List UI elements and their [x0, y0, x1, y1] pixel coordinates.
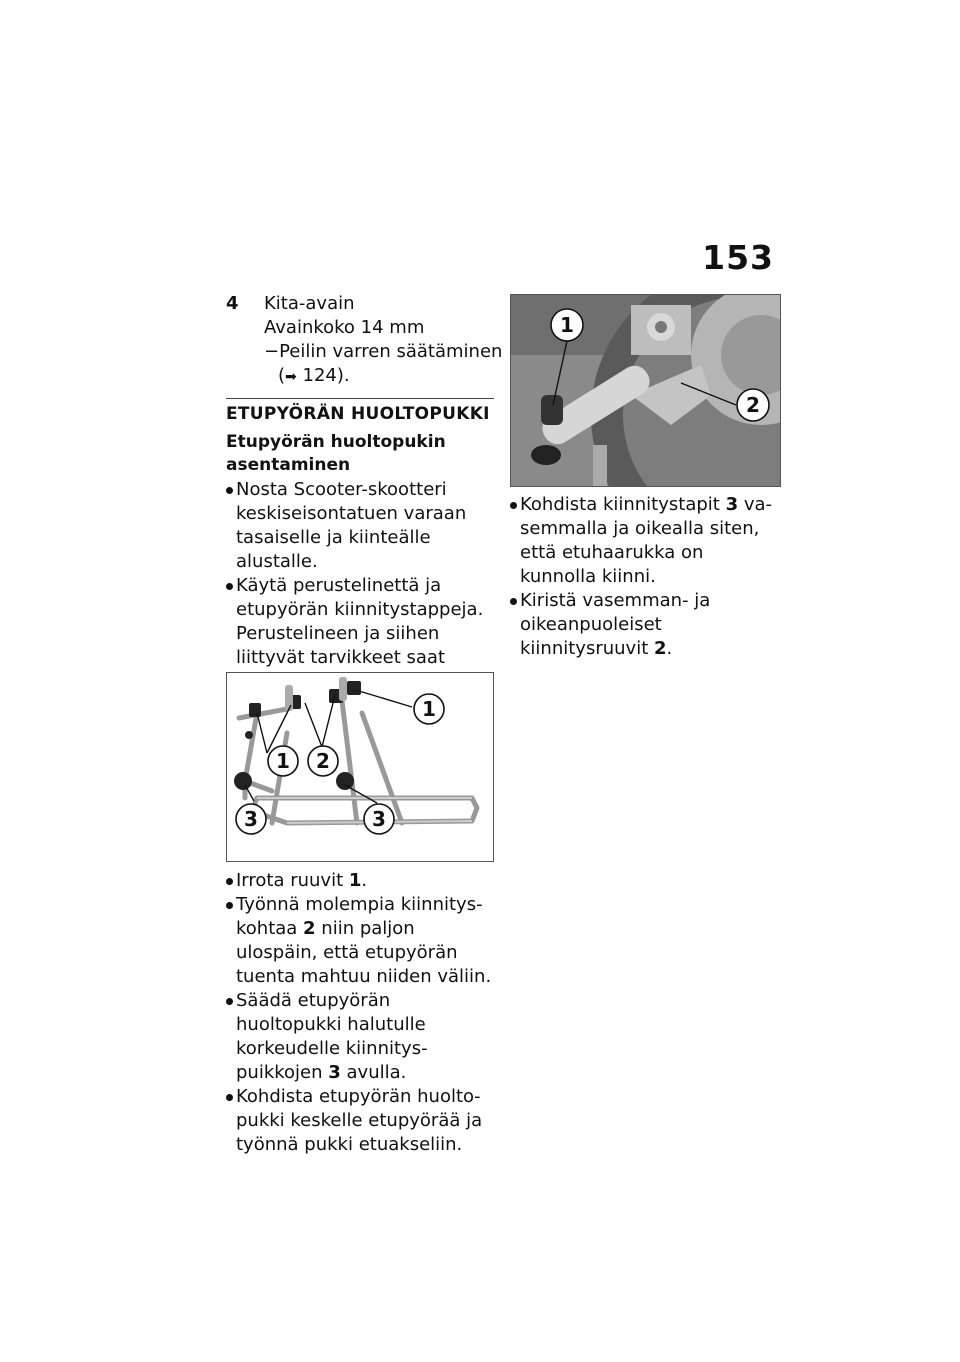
item-line: −Peilin varren säätäminen: [264, 341, 503, 362]
arrow-right-icon: ➡: [285, 369, 297, 385]
step-ref: 2: [653, 638, 667, 659]
callout-label: 3: [244, 807, 258, 831]
item-line: Avainkoko 14 mm: [264, 317, 425, 338]
step-ref: 1: [348, 870, 362, 891]
step-text: Irrota ruuvit: [236, 870, 349, 891]
list-item: Nosta Scooter-skootteri keskiseisontatuen varaan tasaiselle ja kiinteälle alustalle.: [226, 478, 494, 574]
callout-label: 1: [422, 697, 436, 721]
step-ref: 2: [303, 918, 316, 939]
list-item: [226, 989, 494, 1085]
item-description: [264, 292, 503, 389]
item-number: 4: [226, 293, 239, 314]
section-divider: [226, 398, 494, 399]
wheel-steps-list: [510, 493, 780, 661]
list-item: [226, 869, 494, 893]
section-title: ETUPYÖRÄN HUOLTOPUKKI: [226, 404, 490, 424]
step-text: Kiristä vasemman- ja oikeanpuoleiset kiinnitysruuvit: [520, 590, 711, 659]
list-item: [226, 893, 494, 989]
callout-label: 1: [560, 313, 574, 337]
step-text: Kohdista etupyörän huoltopukki keskelle etupyörää ja työnnä pukki etuakseliin.: [236, 1086, 483, 1155]
item-line: Kita-avain: [264, 293, 355, 314]
reference-page: 124).: [302, 365, 350, 386]
step-text: niin paljon ulospäin, että etupyörän tuenta mahtuu niiden väliin.: [236, 918, 492, 987]
stand-drawing: [227, 673, 493, 861]
wheel-photo: [510, 294, 781, 487]
step-text: avulla.: [340, 1062, 407, 1083]
list-item: Käytä perustelinettä ja etupyörän kiinnitystappeja. Perustelineen ja siihen liittyvät tarvikkeet saat: [226, 574, 494, 718]
callout-label: 1: [276, 749, 290, 773]
callout-label: 2: [316, 749, 330, 773]
page-number: 153: [702, 238, 774, 277]
step-text: Työnnä molempia kiinnityskohtaa: [236, 894, 483, 939]
list-item: [510, 589, 780, 661]
step-text: .: [666, 638, 673, 659]
subsection-title: Etupyörän huoltopukin asentaminen: [226, 432, 446, 475]
page-reference[interactable]: (➡ 124).: [278, 365, 350, 386]
step-text: vasemmalla ja oikealla siten, että etuhaarukka on kunnolla kiinni.: [520, 494, 773, 587]
step-ref: 3: [725, 494, 739, 515]
step-text: Kohdista kiinnitystapit: [520, 494, 726, 515]
stand-steps-list: [226, 869, 494, 1157]
step-text: Säädä etupyörän huoltopukki halutulle korkeudelle kiinnityspuikkojen: [236, 990, 428, 1083]
step-text: .: [361, 870, 368, 891]
stand-illustration: [226, 672, 494, 862]
callout-label: 2: [746, 393, 760, 417]
callout-label: 3: [372, 807, 386, 831]
list-item: [510, 493, 780, 589]
step-ref: 3: [328, 1062, 341, 1083]
list-item: [226, 1085, 494, 1157]
wheel-drawing: [511, 295, 780, 486]
